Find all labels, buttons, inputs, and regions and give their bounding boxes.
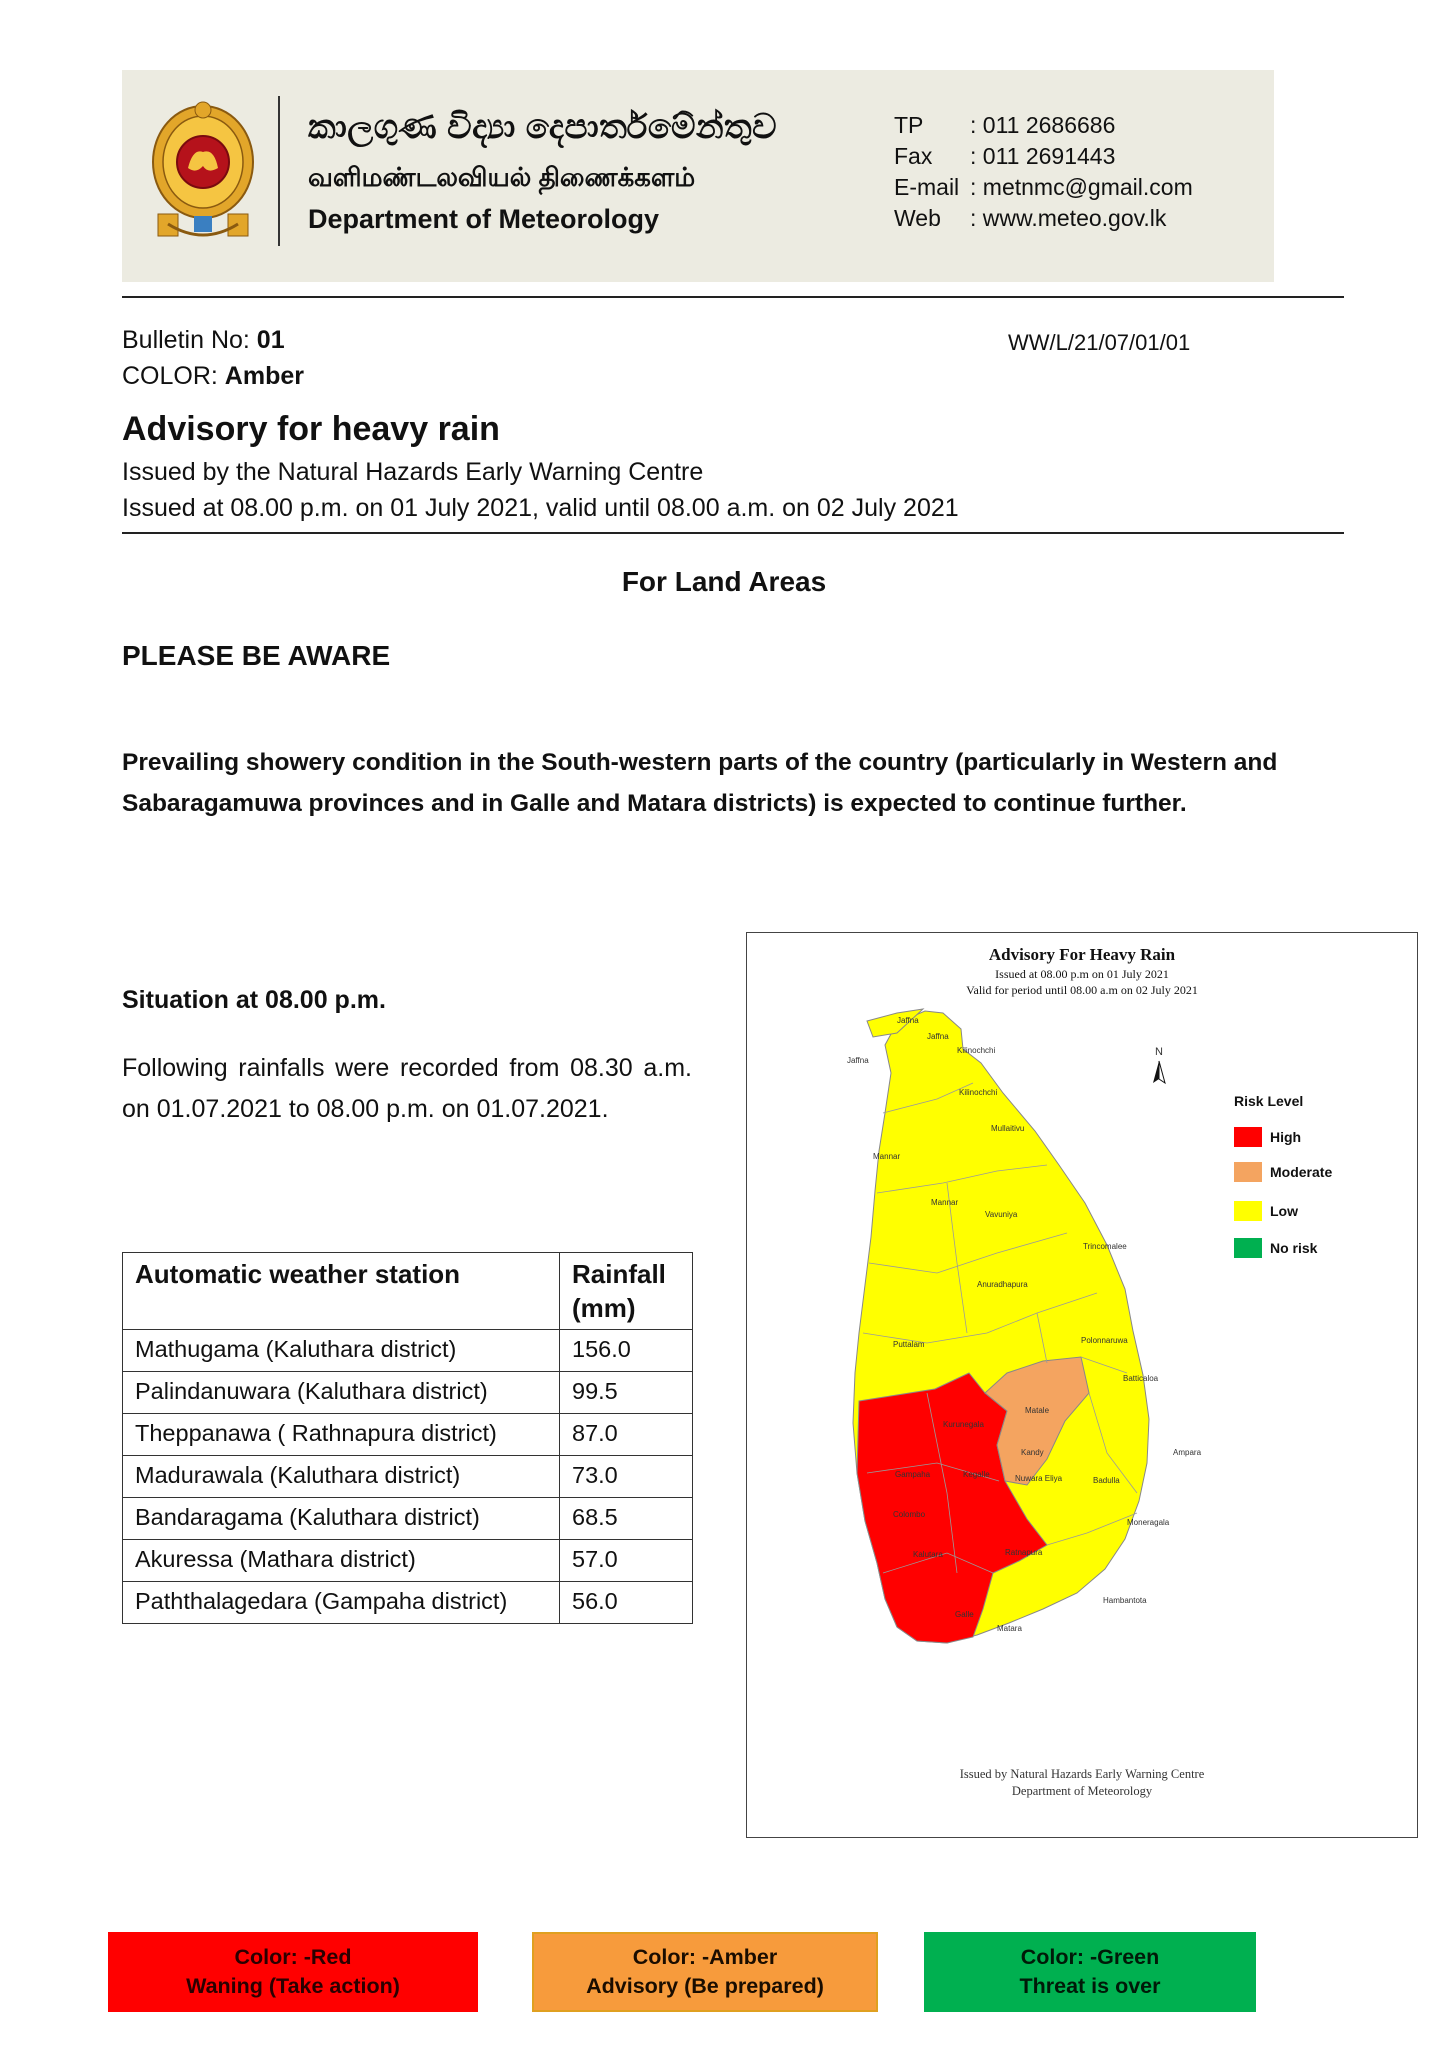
map-subtitle-valid: Valid for period until 08.00 a.m on 02 July 2021 bbox=[966, 983, 1198, 997]
color-key-green: Color: -Green Threat is over bbox=[924, 1932, 1256, 2012]
legend-swatch bbox=[1234, 1201, 1262, 1221]
table-row: Akuressa (Mathara district) 57.0 bbox=[123, 1540, 693, 1582]
prevailing-paragraph: Prevailing showery condition in the South-western parts of the country (particularly in Western and Sabaragamuwa provinces and in Galle and Matara districts) is expected to continue further. bbox=[122, 749, 1278, 817]
page-title: Advisory for heavy rain bbox=[122, 410, 500, 448]
column-header-rainfall: Rainfall (mm) bbox=[560, 1253, 693, 1330]
table-row: Bandaragama (Kaluthara district) 68.5 bbox=[123, 1498, 693, 1540]
district-label: Vavuniya bbox=[985, 1210, 1018, 1219]
bulletin-color: COLOR: Amber bbox=[122, 362, 304, 390]
north-label: N bbox=[1155, 1046, 1163, 1058]
map-footer-department: Department of Meteorology bbox=[1011, 1784, 1153, 1798]
district-label: Ampara bbox=[1173, 1448, 1202, 1457]
district-label: Kilinochchi bbox=[957, 1046, 996, 1055]
district-label: Colombo bbox=[893, 1510, 926, 1519]
color-key-red: Color: -Red Waning (Take action) bbox=[108, 1932, 478, 2012]
issued-at: Issued at 08.00 p.m. on 01 July 2021, valid until 08.00 a.m. on 02 July 2021 bbox=[122, 494, 959, 522]
district-label: Nuwara Eliya bbox=[1015, 1474, 1063, 1483]
table-row: Theppanawa ( Rathnapura district) 87.0 bbox=[123, 1414, 693, 1456]
contact-row-tp: TP : 011 2686686 bbox=[894, 112, 1116, 138]
district-label: Matara bbox=[997, 1624, 1022, 1633]
district-label: Hambantota bbox=[1103, 1596, 1147, 1605]
org-name-tamil: வளிமண்டலவியல் திணைக்களம் bbox=[308, 162, 696, 192]
sri-lanka-risk-map bbox=[747, 933, 1417, 1837]
map-footer-issuer: Issued by Natural Hazards Early Warning Centre bbox=[959, 1767, 1205, 1781]
table-row: Palindanuwara (Kaluthara district) 99.5 bbox=[123, 1372, 693, 1414]
legend-swatch bbox=[1234, 1162, 1262, 1182]
north-arrow-icon bbox=[1153, 1061, 1165, 1083]
header-divider bbox=[278, 96, 280, 246]
table-row: Paththalagedara (Gampaha district) 56.0 bbox=[123, 1582, 693, 1624]
situation-paragraph: Following rainfalls were recorded from 08.30 a.m. on 01.07.2021 to 08.00 p.m. on 01.07.2021. bbox=[122, 1054, 692, 1123]
district-label: Mannar bbox=[873, 1152, 901, 1161]
bulletin-number: Bulletin No: 01 bbox=[122, 326, 285, 354]
contact-block bbox=[894, 110, 1193, 234]
section-title: For Land Areas bbox=[621, 566, 827, 597]
district-label: Ratnapura bbox=[1005, 1548, 1043, 1557]
header-rule bbox=[122, 296, 1344, 298]
district-label: Jaffna bbox=[927, 1032, 949, 1041]
title-rule bbox=[122, 532, 1344, 534]
table-row: Madurawala (Kaluthara district) 73.0 bbox=[123, 1456, 693, 1498]
district-label: Batticaloa bbox=[1123, 1374, 1159, 1383]
issued-by: Issued by the Natural Hazards Early Warning Centre bbox=[122, 458, 704, 486]
district-label: Gampaha bbox=[895, 1470, 931, 1479]
legend-item-moderate: Moderate bbox=[1234, 1162, 1332, 1182]
district-label: Galle bbox=[955, 1610, 974, 1619]
legend-swatch bbox=[1234, 1127, 1262, 1147]
contact-row-email: E-mail : metnmc@gmail.com bbox=[894, 174, 1193, 200]
legend-item-high: High bbox=[1234, 1127, 1301, 1147]
rainfall-table bbox=[122, 1252, 693, 1624]
district-label: Kandy bbox=[1021, 1448, 1044, 1457]
district-label: Anuradhapura bbox=[977, 1280, 1028, 1289]
contact-row-web: Web : www.meteo.gov.lk bbox=[894, 205, 1167, 231]
district-label: Kegalle bbox=[963, 1470, 990, 1479]
column-header-station: Automatic weather station bbox=[123, 1253, 560, 1330]
reference-code: WW/L/21/07/01/01 bbox=[1008, 330, 1191, 355]
district-label: Trincomalee bbox=[1083, 1242, 1127, 1251]
table-row: Mathugama (Kaluthara district) 156.0 bbox=[123, 1330, 693, 1372]
district-label: Badulla bbox=[1093, 1476, 1120, 1485]
org-name-sinhala: කාලගුණ විද්‍යා දෙපාර්තමේන්තුව bbox=[308, 108, 778, 146]
risk-map-panel bbox=[746, 932, 1418, 1838]
district-label: Mannar bbox=[931, 1198, 959, 1207]
contact-row-fax: Fax : 011 2691443 bbox=[894, 143, 1116, 169]
map-title: Advisory For Heavy Rain bbox=[988, 945, 1176, 964]
org-name-english: Department of Meteorology bbox=[308, 204, 660, 234]
district-label: Kalutara bbox=[913, 1550, 943, 1559]
district-label: Jaffna bbox=[847, 1056, 869, 1065]
district-label: Moneragala bbox=[1127, 1518, 1170, 1527]
table-header-row bbox=[123, 1253, 693, 1330]
district-label: Kurunegala bbox=[943, 1420, 984, 1429]
legend-item-no-risk: No risk bbox=[1234, 1238, 1317, 1258]
district-label: Polonnaruwa bbox=[1081, 1336, 1128, 1345]
district-label: Jaffna bbox=[897, 1016, 919, 1025]
aware-heading: PLEASE BE AWARE bbox=[122, 640, 391, 671]
district-label: Puttalam bbox=[893, 1340, 925, 1349]
legend-title: Risk Level bbox=[1234, 1093, 1304, 1109]
district-label: Mullaitivu bbox=[991, 1124, 1025, 1133]
legend-swatch bbox=[1234, 1238, 1262, 1258]
legend-item-low: Low bbox=[1234, 1201, 1298, 1221]
district-label: Matale bbox=[1025, 1406, 1050, 1415]
national-emblem-icon bbox=[148, 96, 258, 246]
map-subtitle-issued: Issued at 08.00 p.m on 01 July 2021 bbox=[995, 967, 1169, 981]
district-label: Kilinochchi bbox=[959, 1088, 998, 1097]
color-key-amber: Color: -Amber Advisory (Be prepared) bbox=[532, 1932, 878, 2012]
situation-heading: Situation at 08.00 p.m. bbox=[122, 986, 386, 1014]
